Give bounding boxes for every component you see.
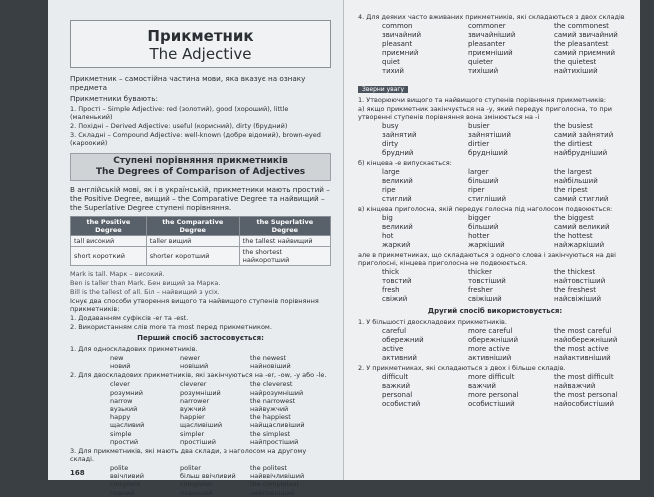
word-cell: особистий xyxy=(382,400,421,408)
word-cell: narrower xyxy=(180,396,210,405)
word-cell: pleasanter xyxy=(468,40,506,48)
word-cell: hotter xyxy=(468,232,490,240)
word-cell: щасливий xyxy=(110,421,145,430)
rule-s2: 2. У прикметниках, які складаються з двох і більше складів. xyxy=(358,364,566,372)
word-cell: busy xyxy=(382,122,399,130)
word-cell: big xyxy=(382,214,393,222)
word-cell: happy xyxy=(110,413,131,422)
word-cell: the most careful xyxy=(554,327,612,335)
word-cell: повніший xyxy=(180,488,213,497)
word-cell: riper xyxy=(468,186,485,194)
word-cell: товстий xyxy=(382,277,412,285)
word-cell: найсвіжіший xyxy=(554,295,602,303)
word-cell: самий зайнятий xyxy=(554,131,614,139)
word-cell: самий великий xyxy=(554,223,610,231)
word-cell: personal xyxy=(382,391,413,399)
word-cell: the narrowest xyxy=(250,396,296,405)
word-cell: the happiest xyxy=(250,413,291,422)
word-cell: the commonest xyxy=(554,22,609,30)
title-box xyxy=(70,20,331,68)
list-item: 2. Використанням слів more та most перед прикметником. xyxy=(70,323,272,331)
word-cell: найповніший xyxy=(250,488,295,497)
word-cell: обережний xyxy=(382,336,424,344)
intro-text-2: Прикметники бувають: xyxy=(70,94,158,103)
word-cell: thick xyxy=(382,268,400,276)
word-cell: щасливіший xyxy=(180,421,223,430)
word-grid-c xyxy=(382,214,632,250)
word-cell: важкий xyxy=(382,382,411,390)
word-cell: товстіший xyxy=(468,277,506,285)
word-cell: найновіший xyxy=(250,362,291,371)
page-number: 168 xyxy=(70,469,85,477)
word-cell: the completest xyxy=(250,480,300,489)
word-cell: the ripest xyxy=(554,186,588,194)
word-cell: свіжіший xyxy=(468,295,502,303)
word-cell: великий xyxy=(382,177,413,185)
word-cell: особистіший xyxy=(468,400,515,408)
word-cell: quieter xyxy=(468,58,494,66)
word-cell: ввічливий xyxy=(110,472,144,481)
note-5: але в прикметниках, що складаються з одного слова і закінчуються на дві приголосні, кінцева приголосна не подвоюється. xyxy=(358,251,616,267)
rule-s1: 1. У більшості двоскладових прикметників. xyxy=(358,318,507,326)
word-cell: стигліший xyxy=(468,195,507,203)
note-3: б) кінцева -e випускається: xyxy=(358,159,452,167)
section-title: Ступені порівняння прикметників xyxy=(113,156,288,166)
word-cell: the quietest xyxy=(554,58,597,66)
left-page xyxy=(48,0,344,497)
word-cell: narrow xyxy=(110,396,133,405)
table-cell: tall високий xyxy=(71,236,147,247)
word-cell: complete xyxy=(110,480,141,489)
word-cell: жаркіший xyxy=(468,241,505,249)
examples xyxy=(70,270,331,296)
word-cell: приємний xyxy=(382,49,419,57)
adjective-types xyxy=(70,105,331,147)
rule-1: 1. Для односкладових прикметників. xyxy=(70,345,198,353)
word-cell: pleasant xyxy=(382,40,413,48)
word-cell: common xyxy=(382,22,413,30)
table-header-cell: the Superlative Degree xyxy=(239,217,330,236)
word-cell: зайнятий xyxy=(382,131,417,139)
ways-intro: Існує два способи утворення вищого та найвищого ступенів порівняння прикметників: xyxy=(70,297,319,313)
word-grid-2 xyxy=(110,380,331,446)
page-title: Прикметник xyxy=(147,27,254,45)
word-cell: simple xyxy=(110,429,132,438)
word-cell: the largest xyxy=(554,168,592,176)
word-cell: тихіший xyxy=(468,67,499,75)
word-grid-3 xyxy=(110,464,331,497)
word-cell: ripe xyxy=(382,186,396,194)
word-grid-b xyxy=(382,168,632,204)
word-cell: брудний xyxy=(382,149,414,157)
word-grid-e xyxy=(382,327,632,363)
note-1: 1. Утворюючи вищого та найвищого ступенів порівняння прикметників: xyxy=(358,96,607,104)
word-cell: активний xyxy=(382,354,417,362)
degrees-table xyxy=(70,216,331,266)
intro-text: Прикметник – самостійна частина мови, яка вказує на ознаку предмета xyxy=(70,74,306,92)
word-cell: the politest xyxy=(250,464,287,473)
word-cell: dirty xyxy=(382,140,399,148)
word-cell: найособистіший xyxy=(554,400,615,408)
word-cell: fresh xyxy=(382,286,400,294)
word-cell: the newest xyxy=(250,354,287,362)
word-cell: the thickest xyxy=(554,268,596,276)
table-row xyxy=(71,247,331,266)
word-cell: thicker xyxy=(468,268,492,276)
example-line: Bill is the tallest of all. Біл – найвищий з усіх. xyxy=(70,288,220,296)
word-cell: newer xyxy=(180,354,201,362)
word-cell: careful xyxy=(382,327,407,335)
word-cell: polite xyxy=(110,464,129,473)
word-cell: the most personal xyxy=(554,391,618,399)
word-cell: приємніший xyxy=(468,49,513,57)
word-cell: hot xyxy=(382,232,394,240)
rule-2: 2. Для двоскладових прикметників, які закінчуються на -er, -ow, -y або -le. xyxy=(70,371,327,380)
word-cell: розумніший xyxy=(180,388,221,397)
word-grid-f xyxy=(382,373,632,409)
word-grid-a xyxy=(382,122,632,158)
word-cell: стиглий xyxy=(382,195,412,203)
ways-list xyxy=(70,314,331,331)
word-cell: new xyxy=(110,354,124,362)
word-cell: найтовстіший xyxy=(554,277,606,285)
word-cell: the most difficult xyxy=(554,373,614,381)
table-cell: the tallest найвищий xyxy=(239,236,330,247)
word-cell: the biggest xyxy=(554,214,594,222)
word-cell: найтихіший xyxy=(554,67,598,75)
word-cell: звичайний xyxy=(382,31,422,39)
word-cell: happier xyxy=(180,413,205,422)
word-cell: вужчий xyxy=(180,405,206,414)
word-grid-1 xyxy=(110,354,331,370)
word-cell: more difficult xyxy=(468,373,515,381)
word-cell: найрозумніший xyxy=(250,388,304,397)
word-cell: bigger xyxy=(468,214,491,222)
word-cell: active xyxy=(382,345,404,353)
section-header xyxy=(70,153,331,181)
table-header-cell: the Positive Degree xyxy=(71,217,147,236)
table-body xyxy=(71,236,331,266)
word-grid-d xyxy=(382,268,632,304)
word-cell: more careful xyxy=(468,327,513,335)
table-header-row xyxy=(71,217,331,236)
word-cell: найважчий xyxy=(554,382,596,390)
section-subtitle: The Degrees of Comparison of Adjectives xyxy=(95,167,306,177)
word-cell: fresher xyxy=(468,286,493,294)
word-cell: обережніший xyxy=(468,336,518,344)
word-cell: найбрудніший xyxy=(554,149,608,157)
word-cell: more active xyxy=(468,345,510,353)
word-cell: новіший xyxy=(180,362,209,371)
word-cell: жаркий xyxy=(382,241,411,249)
word-cell: the pleasantest xyxy=(554,40,609,48)
word-cell: the most active xyxy=(554,345,609,353)
word-cell: новий xyxy=(110,362,131,371)
word-cell: активніший xyxy=(468,354,512,362)
word-cell: the cleverest xyxy=(250,380,293,389)
word-cell: повний xyxy=(110,488,135,497)
list-item: 1. Прості – Simple Adjective: red (золотий), good (хороший), little (маленький) xyxy=(70,105,289,121)
table-cell: the shortest найкоротший xyxy=(239,247,330,266)
word-cell: commoner xyxy=(468,22,506,30)
word-cell: найвужчий xyxy=(250,405,289,414)
table-header-cell: the Comparative Degree xyxy=(146,217,239,236)
word-cell: clever xyxy=(110,380,130,389)
word-cell: completer xyxy=(180,480,214,489)
word-cell: самий приємний xyxy=(554,49,616,57)
example-line: Ben is taller than Mark. Бен вищий за Марка. xyxy=(70,279,221,287)
word-cell: найпростіший xyxy=(250,437,299,446)
word-cell: найобережніший xyxy=(554,336,618,344)
word-cell: politer xyxy=(180,464,201,473)
word-cell: більш ввічливий xyxy=(180,472,236,481)
word-cell: важчий xyxy=(468,382,496,390)
word-cell: cleverer xyxy=(180,380,207,389)
word-cell: more personal xyxy=(468,391,519,399)
word-cell: тихий xyxy=(382,67,404,75)
table-cell: shorter коротший xyxy=(146,247,239,266)
word-cell: брудніший xyxy=(468,149,508,157)
word-cell: звичайніший xyxy=(468,31,516,39)
list-item: 1. Додаванням суфіксів -er та -est. xyxy=(70,314,189,322)
note-4: в) кінцева приголосна, якій передує голосна під наголосом подвоюється: xyxy=(358,205,613,213)
word-cell: найжаркіший xyxy=(554,241,605,249)
word-cell: large xyxy=(382,168,400,176)
word-cell: the busiest xyxy=(554,122,593,130)
word-cell: більший xyxy=(468,177,499,185)
word-grid-4 xyxy=(382,22,632,76)
word-cell: зайнятіший xyxy=(468,131,511,139)
word-cell: вузький xyxy=(110,405,138,414)
word-cell: larger xyxy=(468,168,489,176)
page-subtitle: The Adjective xyxy=(149,45,252,63)
example-line: Mark is tall. Марк – високий. xyxy=(70,270,165,278)
second-way-heading: Другий спосіб використовується: xyxy=(427,307,563,315)
word-cell: найщасливіший xyxy=(250,421,305,430)
rule-4: 4. Для деяких часто вживаних прикметників, які складаються з двох складів xyxy=(358,13,625,21)
table-cell: taller вищий xyxy=(146,236,239,247)
word-cell: самий звичайний xyxy=(554,31,618,39)
word-cell: простіший xyxy=(180,437,216,446)
word-cell: the dirtiest xyxy=(554,140,593,148)
word-cell: difficult xyxy=(382,373,409,381)
word-cell: найактивніший xyxy=(554,354,611,362)
note-tag: Зверни увагу xyxy=(358,86,408,93)
word-cell: розумний xyxy=(110,388,144,397)
word-cell: the hottest xyxy=(554,232,593,240)
table-row xyxy=(71,236,331,247)
degrees-text: В англійській мові, як і в українській, прикметники мають простий – the Positive Degree, вищий – the Comparative Degree та найвищий – the Superlative Degree ступені порівняння. xyxy=(70,185,330,212)
word-cell: найбільший xyxy=(554,177,598,185)
list-item: 3. Складні – Compound Adjective: well-known (добре відомий), brown-eyed (кароокий) xyxy=(70,131,321,147)
word-cell: простий xyxy=(110,437,139,446)
first-way-heading: Перший спосіб застосовується: xyxy=(137,334,264,342)
word-cell: найввічливіший xyxy=(250,472,305,481)
word-cell: dirtier xyxy=(468,140,490,148)
word-cell: самий стиглий xyxy=(554,195,609,203)
word-cell: quiet xyxy=(382,58,400,66)
word-cell: свіжий xyxy=(382,295,408,303)
right-page xyxy=(344,0,640,480)
rule-3: 3. Для прикметників, які мають два склади, з наголосом на другому складі. xyxy=(70,447,307,464)
word-cell: busier xyxy=(468,122,490,130)
word-cell: simpler xyxy=(180,429,205,438)
word-cell: the freshest xyxy=(554,286,596,294)
word-cell: the simplest xyxy=(250,429,291,438)
list-item: 2. Похідні – Derived Adjective: useful (корисний), dirty (брудний) xyxy=(70,122,288,130)
word-cell: більший xyxy=(468,223,499,231)
table-cell: short короткий xyxy=(71,247,147,266)
word-cell: великий xyxy=(382,223,413,231)
note-2: а) якщо прикметник закінчується на -y, який передує приголосна, то при утворенні ступенів порівняння вона змінюється на -i xyxy=(358,105,612,121)
